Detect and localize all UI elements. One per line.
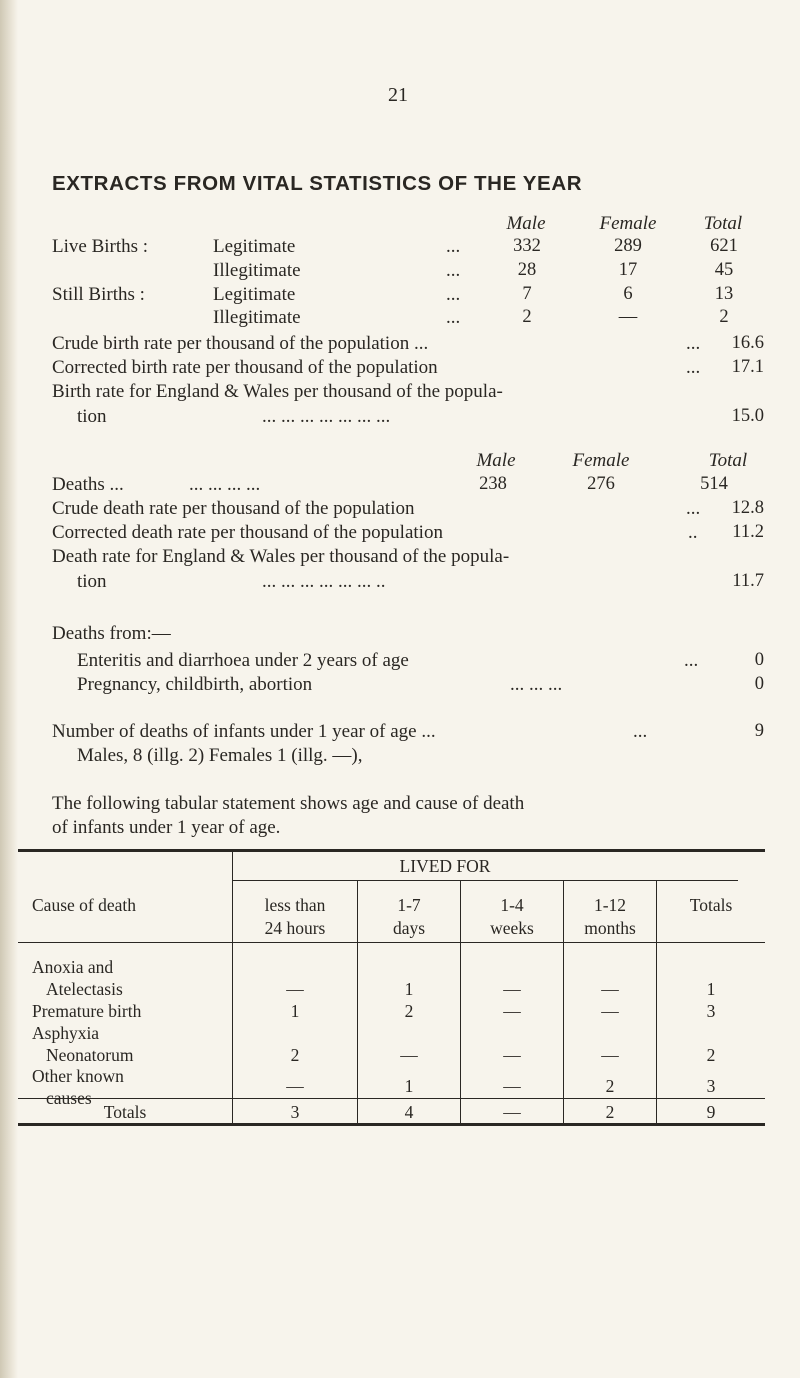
table-cell: — (503, 1045, 521, 1065)
table-cell: 2 (605, 1076, 615, 1096)
table-cell: 3 (706, 1076, 716, 1096)
births-header-female: Female (599, 213, 657, 234)
ew-death-rate-label: Death rate for England & Wales per thousand of the popula- (52, 546, 510, 567)
totals-cell: 3 (290, 1102, 300, 1122)
page-title: EXTRACTS FROM VITAL STATISTICS OF THE YEAR (52, 172, 583, 195)
births-row-label: Illegitimate (213, 307, 301, 328)
ew-birth-rate-label-cont: tion (77, 406, 107, 427)
column-header-line1: Totals (689, 895, 733, 915)
totals-cell: 9 (706, 1102, 716, 1122)
births-row-dots: ... (446, 260, 461, 281)
table-cell: 2 (706, 1045, 716, 1065)
table-cell: — (503, 1001, 521, 1021)
table-cell: — (601, 1001, 619, 1021)
deaths-header-female: Female (572, 450, 630, 471)
table-totals-rule (18, 1098, 765, 1099)
births-row-label: Legitimate (213, 236, 296, 257)
corrected-birth-rate-label: Corrected birth rate per thousand of the population (52, 357, 438, 378)
totals-label: Totals (103, 1102, 147, 1122)
deaths-label: Deaths ... (52, 474, 124, 495)
still-births-label: Still Births : (52, 284, 145, 305)
deaths-from-item-dots: ... ... ... (510, 674, 563, 695)
crude-death-rate-dots: ... (686, 498, 701, 519)
table-cell: — (400, 1045, 418, 1065)
births-row-female: 6 (623, 284, 633, 304)
table-cell: 3 (706, 1001, 716, 1021)
corrected-birth-rate-dots: ... (686, 357, 701, 378)
births-row-male: 332 (513, 236, 541, 256)
births-row-dots: ... (446, 307, 461, 328)
cause-label-cont: causes (46, 1088, 92, 1108)
births-row-dots: ... (446, 284, 461, 305)
table-cell: 2 (404, 1001, 414, 1021)
column-header-line2: 24 hours (264, 918, 326, 938)
ew-birth-rate-label: Birth rate for England & Wales per thousand of the popula- (52, 381, 503, 402)
deaths-from-item-label: Pregnancy, childbirth, abortion (77, 674, 313, 695)
table-subheader-rule (233, 880, 738, 881)
infant-deaths-dots: ... (633, 721, 648, 742)
infant-deaths-label: Number of deaths of infants under 1 year of age ... (52, 721, 436, 742)
corrected-death-rate-label: Corrected death rate per thousand of the population (52, 522, 443, 543)
crude-birth-rate-dots: ... (686, 333, 701, 354)
table-header-rule (18, 942, 765, 943)
infant-deaths-breakdown: Males, 8 (illg. 2) Females 1 (illg. —), (77, 745, 363, 766)
column-header-line1: 1-12 (593, 895, 627, 915)
births-row-total: 13 (714, 284, 734, 304)
crude-birth-rate-label: Crude birth rate per thousand of the population ... (52, 333, 429, 354)
cause-label: Asphyxia (32, 1023, 100, 1043)
page-number: 21 (388, 84, 408, 106)
corrected-death-rate-value: 11.2 (732, 522, 764, 542)
corrected-birth-rate-value: 17.1 (731, 357, 764, 377)
deaths-from-item-dots: ... (684, 650, 699, 671)
totals-cell: 4 (404, 1102, 414, 1122)
deaths-from-item-value: 0 (754, 650, 764, 670)
deaths-male: 238 (479, 474, 507, 494)
births-row-total: 45 (714, 260, 734, 280)
births-row-male: 7 (522, 284, 532, 304)
table-cell: — (286, 979, 304, 999)
births-row-female: 289 (614, 236, 642, 256)
totals-cell: 2 (605, 1102, 615, 1122)
crude-death-rate-label: Crude death rate per thousand of the population (52, 498, 415, 519)
deaths-female: 276 (587, 474, 615, 494)
table-cell: — (503, 1076, 521, 1096)
column-header-line1: less than (264, 895, 326, 915)
page-edge-shadow (0, 0, 18, 1378)
births-row-male: 2 (522, 307, 532, 327)
ew-death-rate-value: 11.7 (732, 571, 764, 591)
ew-birth-rate-value: 15.0 (731, 406, 764, 426)
live-births-label: Live Births : (52, 236, 149, 257)
column-header-line1: 1-7 (397, 895, 421, 915)
births-header-male: Male (506, 213, 546, 234)
births-row-dots: ... (446, 236, 461, 257)
table-bottom-rule (18, 1123, 765, 1126)
deaths-from-label: Deaths from:— (52, 623, 171, 644)
cause-label: Other known (32, 1066, 124, 1086)
totals-cell: — (503, 1102, 521, 1122)
column-header-line2: weeks (490, 918, 534, 938)
births-row-total: 2 (719, 307, 729, 327)
deaths-from-item-value: 0 (754, 674, 764, 694)
table-cell: — (601, 979, 619, 999)
births-header-total: Total (703, 213, 743, 234)
column-header-line1: 1-4 (500, 895, 524, 915)
cause-label: Premature birth (32, 1001, 142, 1021)
births-row-total: 621 (710, 236, 738, 256)
ew-death-rate-label-cont: tion (77, 571, 107, 592)
table-header-cause: Cause of death (32, 895, 136, 915)
table-cell: 2 (290, 1045, 300, 1065)
ew-birth-rate-dots: ... ... ... ... ... ... ... (262, 406, 391, 427)
table-cell: — (503, 979, 521, 999)
births-row-female: — (618, 307, 638, 327)
table-cell: 1 (404, 1076, 414, 1096)
crude-death-rate-value: 12.8 (731, 498, 764, 518)
infant-deaths-value: 9 (754, 721, 764, 741)
table-cell: 1 (290, 1001, 300, 1021)
cause-label-cont: Atelectasis (46, 979, 123, 999)
deaths-header-male: Male (476, 450, 516, 471)
deaths-total: 514 (700, 474, 728, 494)
ew-death-rate-dots: ... ... ... ... ... ... .. (262, 571, 386, 592)
column-header-line2: days (392, 918, 426, 938)
cause-label-cont: Neonatorum (46, 1045, 134, 1065)
deaths-header-total: Total (708, 450, 748, 471)
cause-label: Anoxia and (32, 957, 114, 977)
table-intro-cont: of infants under 1 year of age. (52, 817, 281, 838)
table-cell: — (286, 1076, 304, 1096)
table-intro: The following tabular statement shows age and cause of death (52, 793, 525, 814)
table-cell: — (601, 1045, 619, 1065)
table-header-lived-for: LIVED FOR (399, 856, 491, 876)
table-top-rule (18, 849, 765, 852)
column-header-line2: months (584, 918, 636, 938)
deaths-from-item-label: Enteritis and diarrhoea under 2 years of age (77, 650, 409, 671)
births-row-label: Illegitimate (213, 260, 301, 281)
births-row-male: 28 (517, 260, 537, 280)
births-row-label: Legitimate (213, 284, 296, 305)
deaths-dots: ... ... ... ... (189, 474, 261, 495)
crude-birth-rate-value: 16.6 (731, 333, 764, 353)
table-cell: 1 (404, 979, 414, 999)
corrected-death-rate-dots: .. (688, 522, 698, 543)
table-cell: 1 (706, 979, 716, 999)
births-row-female: 17 (618, 260, 638, 280)
